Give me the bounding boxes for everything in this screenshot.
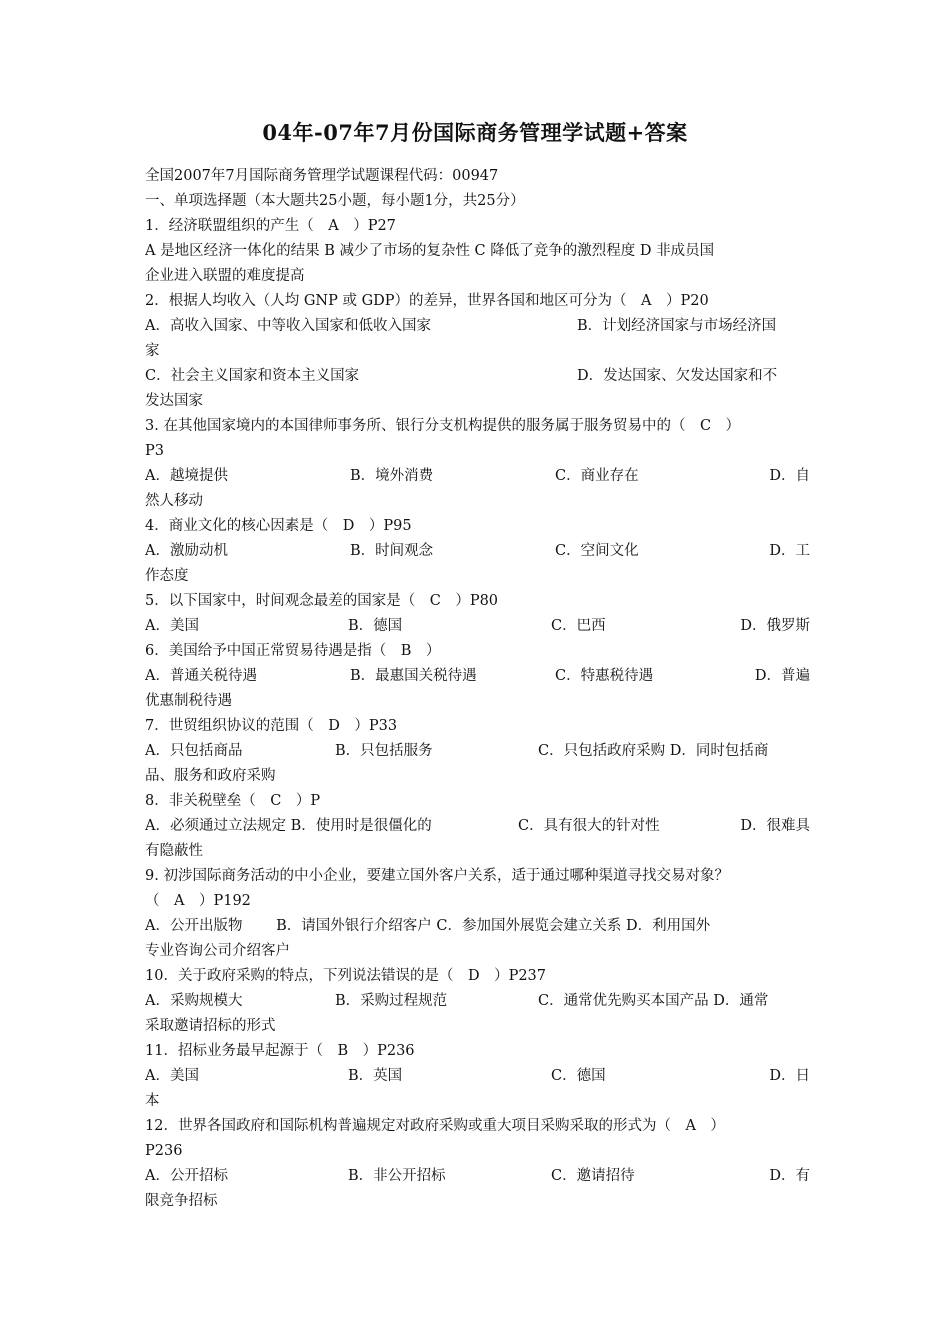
option-c: C．商业存在 [555, 468, 639, 484]
option-a: A．公开招标 [145, 1168, 228, 1184]
option-a: A．高收入国家、中等收入国家和低收入国家 [145, 318, 431, 334]
option-c: C．巴西 [551, 618, 606, 634]
question-1-options-wrap: 企业进入联盟的难度提高 [145, 268, 305, 284]
question-10-options [145, 989, 810, 1014]
option-b: B．非公开招标 [348, 1168, 446, 1184]
option-b: B．只包括服务 [335, 743, 433, 759]
question-12-stem-wrap: P236 [145, 1143, 183, 1159]
option-d-wrap: 品、服务和政府采购 [145, 768, 276, 784]
question-4-options [145, 539, 810, 564]
option-d-wrap: 限竞争招标 [145, 1193, 218, 1209]
option-a: A．激励动机 [145, 543, 228, 559]
option-d-wrap: 本 [145, 1093, 160, 1109]
option-c: C．德国 [551, 1068, 606, 1084]
option-a: A．只包括商品 [145, 743, 243, 759]
question-9-stem: 9. 初涉国际商务活动的中小企业，要建立国外客户关系，适于通过哪种渠道寻找交易对象？ [145, 868, 729, 884]
document-body [145, 164, 810, 1214]
option-b: B．德国 [348, 618, 403, 634]
question-12-options [145, 1164, 810, 1189]
option-d: D．日 [769, 1068, 810, 1084]
question-2-stem: 2．根据人均收入（人均 GNP 或 GDP）的差异，世界各国和地区可分为（ A ）P20 [145, 293, 709, 309]
question-11-stem: 11．招标业务最早起源于（ B ）P236 [145, 1043, 415, 1059]
question-1-options: A 是地区经济一体化的结果 B 减少了市场的复杂性 C 降低了竞争的激烈程度 D 非成员国 [145, 243, 715, 259]
option-a: A．普通关税待遇 [145, 668, 257, 684]
question-5-stem: 5．以下国家中，时间观念最差的国家是（ C ）P80 [145, 593, 499, 609]
option-a: A．美国 [145, 1068, 199, 1084]
question-3-stem-wrap: P3 [145, 443, 164, 459]
question-8-options [145, 814, 810, 839]
option-b: B．最惠国关税待遇 [350, 668, 477, 684]
option-a: A．越境提供 [145, 468, 228, 484]
question-7-stem: 7．世贸组织协议的范围（ D ）P33 [145, 718, 398, 734]
option-d: D．发达国家、欠发达国家和不 [577, 368, 778, 384]
option-d: D．普遍 [754, 668, 810, 684]
question-6-options [145, 664, 810, 689]
option-c: C．社会主义国家和资本主义国家 [145, 368, 360, 384]
question-1-stem: 1．经济联盟组织的产生（ A ）P27 [145, 218, 396, 234]
option-d-wrap: 然人移动 [145, 493, 203, 509]
option-a: A．采购规模大 [145, 993, 243, 1009]
option-c: C．邀请招待 [551, 1168, 635, 1184]
option-c: C．空间文化 [555, 543, 639, 559]
question-9-stem-wrap: （ A ）P192 [145, 893, 251, 909]
option-c-d: C．只包括政府采购 D．同时包括商 [538, 743, 769, 759]
question-11-options [145, 1064, 810, 1089]
option-d: D．有 [769, 1168, 810, 1184]
question-9-options-wrap: 专业咨询公司介绍客户 [145, 943, 290, 959]
option-d-wrap: 有隐蔽性 [145, 843, 203, 859]
question-5-options [145, 614, 810, 639]
option-a: A．美国 [145, 618, 199, 634]
option-d: D．很难具 [740, 818, 810, 834]
option-b-wrap: 家 [145, 343, 160, 359]
option-b: B．境外消费 [350, 468, 434, 484]
question-9-options: A．公开出版物 B．请国外银行介绍客户 C．参加国外展览会建立关系 D．利用国外 [145, 918, 711, 934]
question-7-options [145, 739, 810, 764]
option-a-b: A．必须通过立法规定 B．使用时是很僵化的 [145, 818, 432, 834]
question-8-stem: 8．非关税壁垒（ C ）P [145, 793, 321, 809]
question-10-stem: 10．关于政府采购的特点，下列说法错误的是（ D ）P237 [145, 968, 547, 984]
question-3-options [145, 464, 810, 489]
question-3-stem: 3. 在其他国家境内的本国律师事务所、银行分支机构提供的服务属于服务贸易中的（ C ） [145, 418, 741, 434]
option-d-wrap: 采取邀请招标的形式 [145, 1018, 276, 1034]
question-2-options-row-2 [145, 364, 810, 389]
question-2-options-row-1 [145, 314, 810, 339]
question-4-stem: 4．商业文化的核心因素是（ D ）P95 [145, 518, 412, 534]
option-b: B．计划经济国家与市场经济国 [577, 318, 777, 334]
option-d-wrap: 发达国家 [145, 393, 203, 409]
option-d-wrap: 优惠制税待遇 [145, 693, 232, 709]
option-d: D．工 [769, 543, 810, 559]
section-heading: 一、单项选择题（本大题共25小题，每小题1分，共25分） [145, 193, 525, 209]
option-b: B．采购过程规范 [335, 993, 448, 1009]
option-c: C．特惠税待遇 [555, 668, 654, 684]
option-b: B．英国 [348, 1068, 403, 1084]
option-d: D．俄罗斯 [740, 618, 810, 634]
exam-info-line: 全国2007年7月国际商务管理学试题课程代码：00947 [145, 168, 499, 184]
option-c-d: C．通常优先购买本国产品 D．通常 [538, 993, 769, 1009]
option-b: B．时间观念 [350, 543, 434, 559]
document-title: 04年-07年7月份国际商务管理学试题+答案 [262, 120, 688, 145]
option-c: C．具有很大的针对性 [518, 818, 660, 834]
option-d: D．自 [769, 468, 810, 484]
question-12-stem: 12．世界各国政府和国际机构普遍规定对政府采购或重大项目采购采取的形式为（ A ） [145, 1118, 725, 1134]
question-6-stem: 6．美国给予中国正常贸易待遇是指（ B ） [145, 643, 441, 659]
option-d-wrap: 作态度 [145, 568, 189, 584]
